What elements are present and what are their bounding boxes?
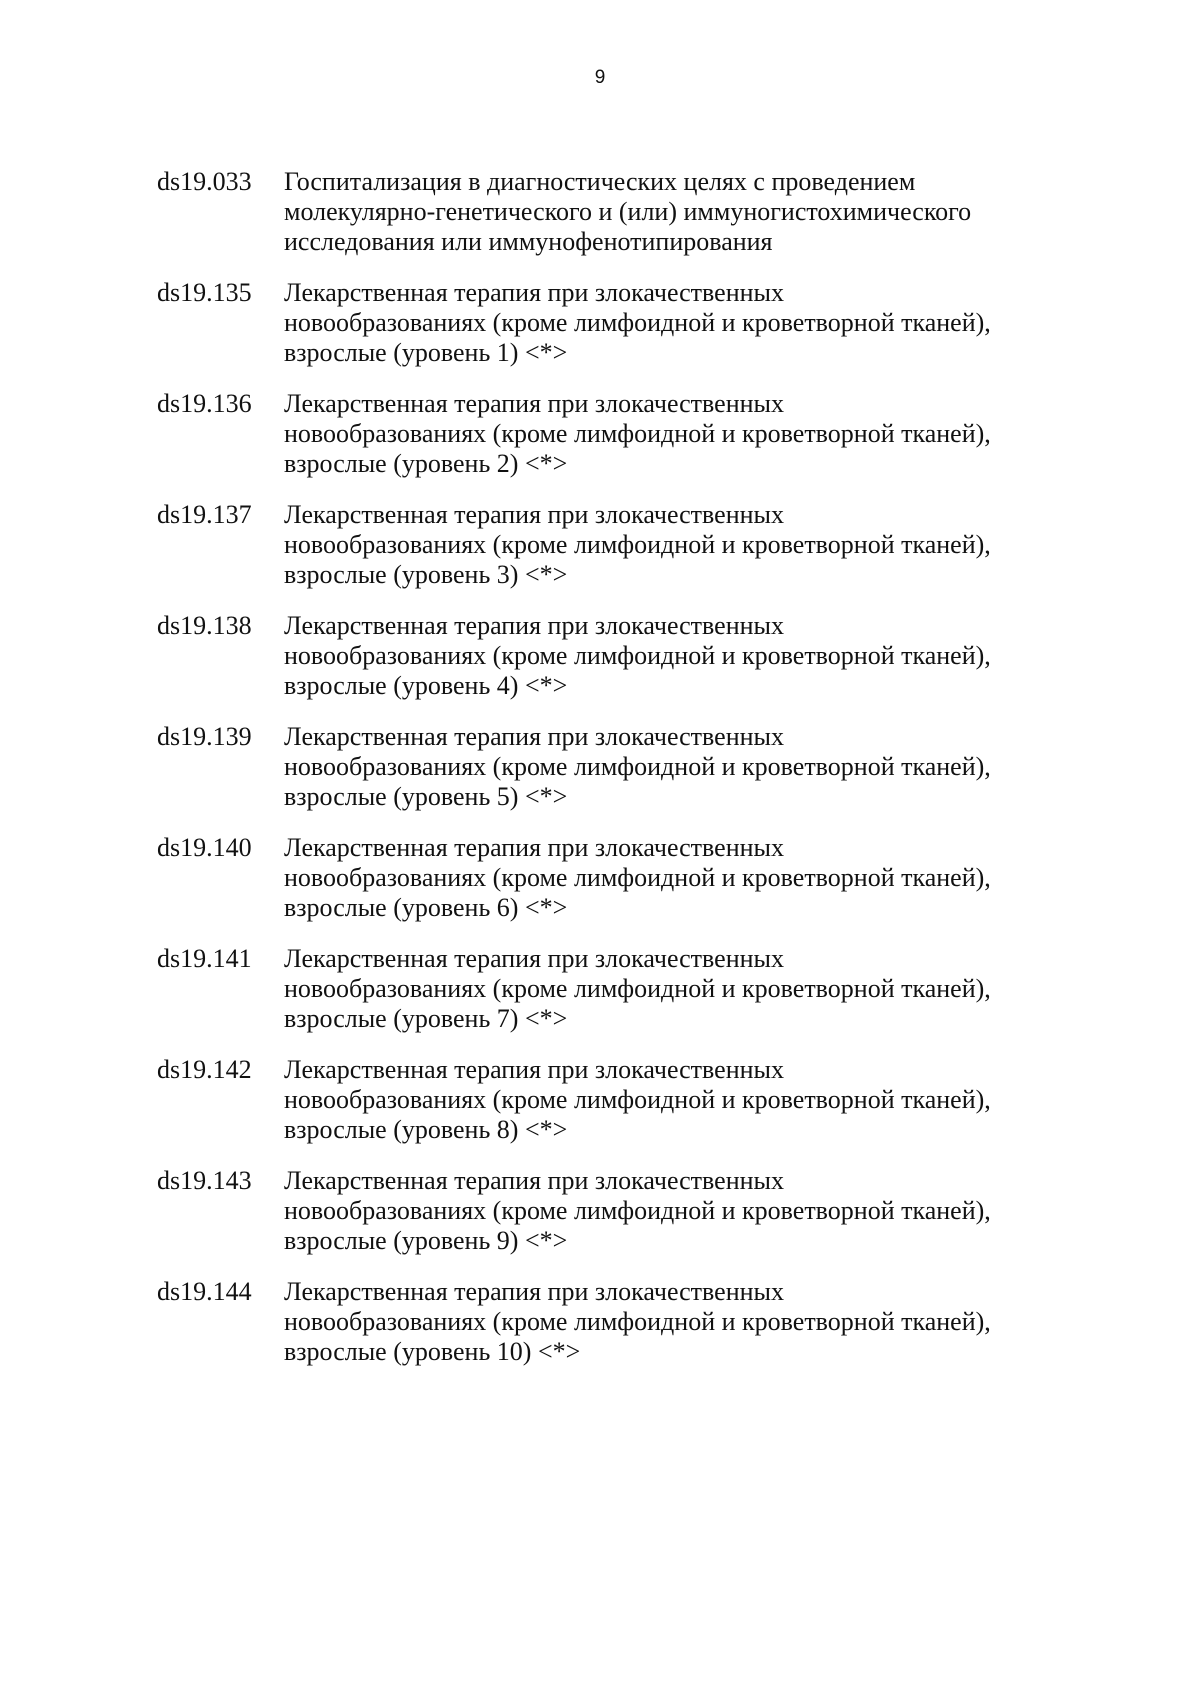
description-line: Лекарственная терапия при злокачественных (284, 1166, 784, 1195)
description-line: Лекарственная терапия при злокачественных (284, 389, 784, 418)
description-line: новообразованиях (кроме лимфоидной и кроветворной тканей), (284, 752, 991, 781)
description-line: взрослые (уровень 10) <*> (284, 1337, 581, 1366)
entry-code: ds19.139 (157, 722, 252, 751)
entry-description (284, 1277, 1097, 1367)
description-line: взрослые (уровень 8) <*> (284, 1115, 568, 1144)
entry-code: ds19.142 (157, 1055, 252, 1084)
description-line: Лекарственная терапия при злокачественных (284, 1055, 784, 1084)
entry-description (284, 722, 1097, 812)
entry-code: ds19.138 (157, 611, 252, 640)
description-line: молекулярно-генетического и (или) иммуногистохимического (284, 197, 972, 226)
description-line: взрослые (уровень 1) <*> (284, 338, 568, 367)
description-line: взрослые (уровень 6) <*> (284, 893, 568, 922)
description-line: Лекарственная терапия при злокачественных (284, 1277, 784, 1306)
entry-code: ds19.137 (157, 500, 252, 529)
description-line: Лекарственная терапия при злокачественных (284, 944, 784, 973)
entry-ds19-143 (157, 1166, 1097, 1256)
entry-code: ds19.144 (157, 1277, 252, 1306)
entry-code: ds19.141 (157, 944, 252, 973)
entry-description (284, 500, 1097, 590)
entry-ds19-142 (157, 1055, 1097, 1145)
entry-description (284, 1166, 1097, 1256)
entry-ds19-033 (157, 167, 1097, 257)
entry-description (284, 944, 1097, 1034)
description-line: Лекарственная терапия при злокачественных (284, 278, 784, 307)
entry-ds19-137 (157, 500, 1097, 590)
description-line: взрослые (уровень 7) <*> (284, 1004, 568, 1033)
entry-code: ds19.033 (157, 167, 252, 196)
entry-ds19-136 (157, 389, 1097, 479)
entry-code: ds19.136 (157, 389, 252, 418)
entry-ds19-139 (157, 722, 1097, 812)
description-line: новообразованиях (кроме лимфоидной и кроветворной тканей), (284, 974, 991, 1003)
entry-ds19-141 (157, 944, 1097, 1034)
description-line: Лекарственная терапия при злокачественных (284, 500, 784, 529)
description-line: новообразованиях (кроме лимфоидной и кроветворной тканей), (284, 1307, 991, 1336)
description-line: новообразованиях (кроме лимфоидной и кроветворной тканей), (284, 1085, 991, 1114)
entry-ds19-138 (157, 611, 1097, 701)
description-line: взрослые (уровень 3) <*> (284, 560, 568, 589)
description-line: новообразованиях (кроме лимфоидной и кроветворной тканей), (284, 308, 991, 337)
entry-code: ds19.135 (157, 278, 252, 307)
description-line: взрослые (уровень 4) <*> (284, 671, 568, 700)
description-line: взрослые (уровень 9) <*> (284, 1226, 568, 1255)
description-line: Госпитализация в диагностических целях с проведением (284, 167, 916, 196)
entry-description (284, 1055, 1097, 1145)
entry-description (284, 167, 1097, 257)
entry-description (284, 389, 1097, 479)
description-line: новообразованиях (кроме лимфоидной и кроветворной тканей), (284, 530, 991, 559)
description-line: взрослые (уровень 2) <*> (284, 449, 568, 478)
description-line: новообразованиях (кроме лимфоидной и кроветворной тканей), (284, 1196, 991, 1225)
entry-description (284, 833, 1097, 923)
description-line: новообразованиях (кроме лимфоидной и кроветворной тканей), (284, 863, 991, 892)
entry-description (284, 278, 1097, 368)
entry-code: ds19.140 (157, 833, 252, 862)
entry-ds19-144 (157, 1277, 1097, 1367)
page-number: 9 (594, 67, 606, 88)
entry-ds19-135 (157, 278, 1097, 368)
description-line: исследования или иммунофенотипирования (284, 227, 773, 256)
entry-list (157, 167, 1097, 1388)
entry-ds19-140 (157, 833, 1097, 923)
description-line: Лекарственная терапия при злокачественных (284, 611, 784, 640)
description-line: новообразованиях (кроме лимфоидной и кроветворной тканей), (284, 641, 991, 670)
entry-description (284, 611, 1097, 701)
description-line: Лекарственная терапия при злокачественных (284, 722, 784, 751)
description-line: Лекарственная терапия при злокачественных (284, 833, 784, 862)
description-line: новообразованиях (кроме лимфоидной и кроветворной тканей), (284, 419, 991, 448)
description-line: взрослые (уровень 5) <*> (284, 782, 568, 811)
entry-code: ds19.143 (157, 1166, 252, 1195)
